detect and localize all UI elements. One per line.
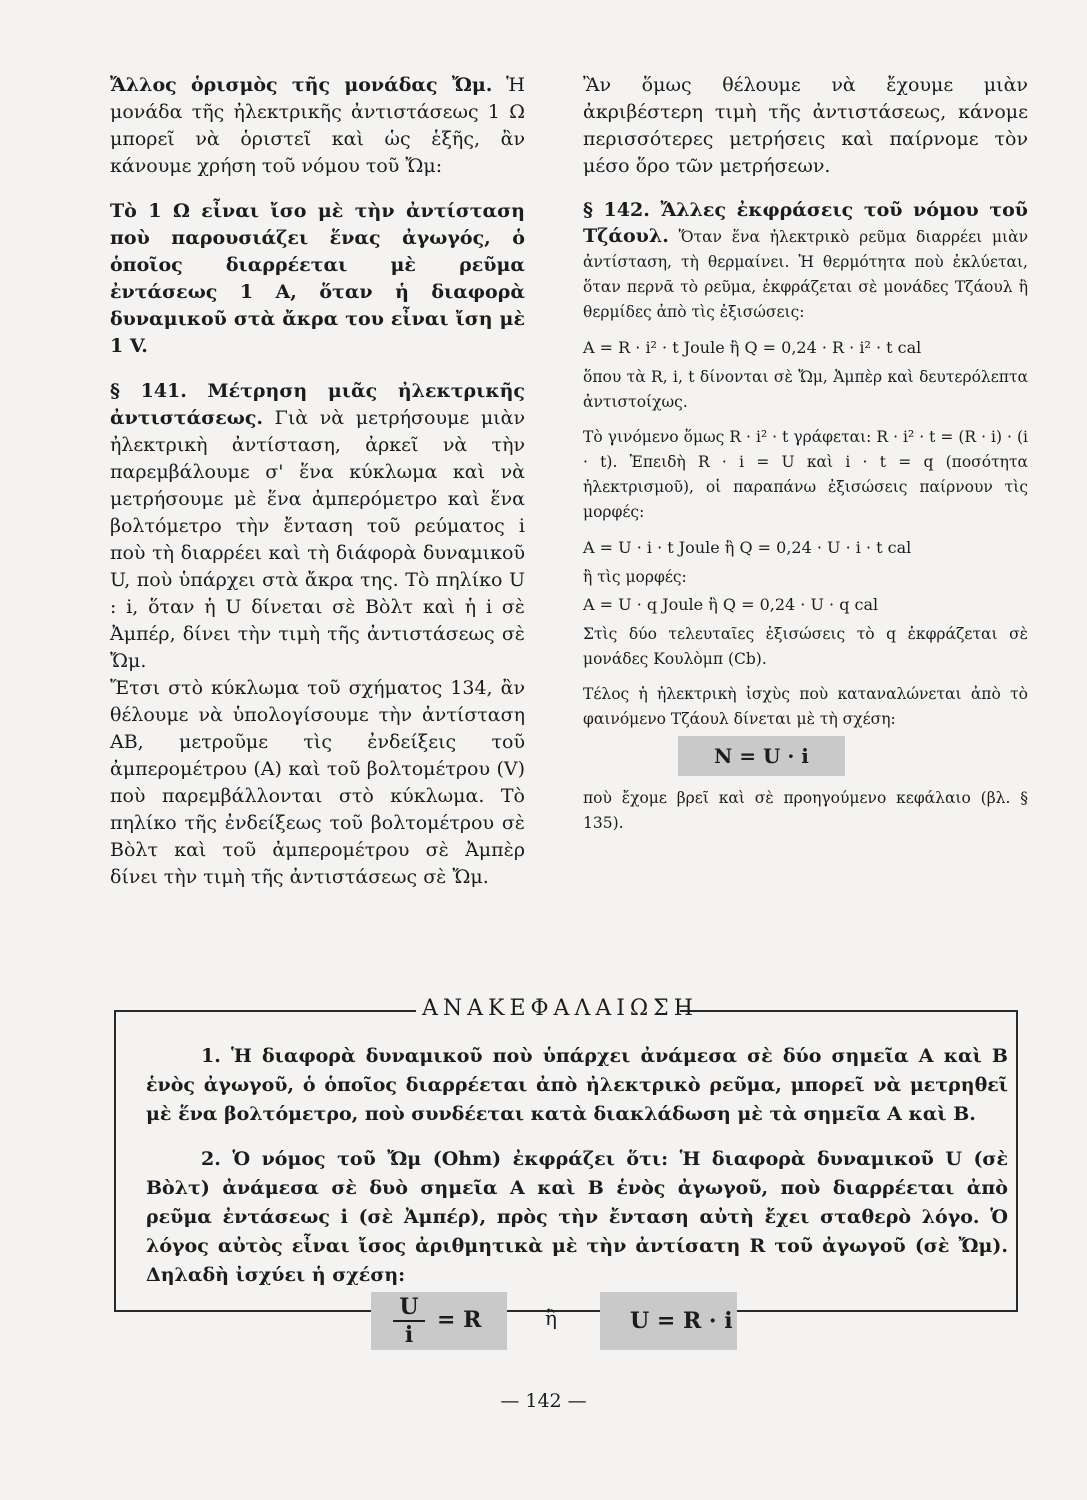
power-paragraph: Τέλος ἡ ἠλεκτρικὴ ἰσχὺς ποὺ καταναλώνεται ἀπὸ τὸ φαινόμενο Τζάουλ δίνεται μὲ τὴ σχέση:: [583, 685, 1028, 728]
power-formula: N = U · i: [678, 736, 845, 776]
reference-paragraph: ποὺ ἔχομε βρεῖ καὶ σὲ προηγούμενο κεφάλαιο (βλ. § 135).: [583, 789, 1028, 832]
ohm-product-text: U = R · i: [630, 1308, 733, 1334]
section-141-paragraph: [110, 378, 525, 675]
fraction-numerator: U: [393, 1294, 425, 1322]
units-paragraph: ὅπου τὰ R, i, t δίνονται σὲ Ὤμ, Ἀμπὲρ καὶ δευτερόλεπτα ἀντιστοίχως.: [583, 368, 1028, 411]
section-142-text: Ὅταν ἕνα ἠλεκτρικὸ ρεῦμα διαρρέει μιὰν ἀντίσταση, τὴ θερμαίνει. Ἡ θερμότητα ποὺ ἐκλύεται, ὅταν περνᾶ τὸ ρεῦμα, ἐκφράζεται σὲ μονάδες Τζάουλ ἢ θερμίδες ἀπὸ τὶς ἐξισώσεις:: [583, 228, 1028, 321]
joule-equation-1: Α = R · i² · t Joule ἢ Q = 0,24 · R · i² · t cal: [583, 338, 922, 357]
section-142-heading: § 142. Ἄλλες ἐκφράσεις τοῦ νόμου τοῦ Τζάουλ.: [583, 199, 1028, 247]
ohm-definition-heading: Ἄλλος ὁρισμὸς τῆς μονάδας Ὤμ.: [110, 74, 493, 96]
ohm-unit-definition: Τὸ 1 Ω εἶναι ἴσο μὲ τὴν ἀντίσταση ποὺ παρουσιάζει ἕνας ἀγωγός, ὁ ὁποῖος διαρρέεται μὲ ρεῦμα ἐντάσεως 1 Α, ὅταν ἡ διαφορὰ δυναμικοῦ στὰ ἄκρα του εἶναι ἴση μὲ 1 V.: [110, 200, 525, 357]
ohm-product-formula: [600, 1292, 737, 1350]
section-142-paragraph: [583, 198, 1028, 325]
fraction-denominator: i: [404, 1322, 414, 1348]
left-column: [110, 72, 525, 891]
summary-border-right: [680, 1010, 1018, 1012]
joule-equation-2: Α = U · i · t Joule ἢ Q = 0,24 · U · i · t cal: [583, 538, 912, 557]
fraction: [393, 1294, 425, 1348]
ohm-ratio-formula: [371, 1292, 507, 1350]
section-141-heading: § 141. Μέτρηση μιᾶς ἠλεκτρικῆς ἀντιστάσεως.: [110, 380, 525, 429]
right-column: [583, 72, 1028, 836]
summary-title: ΑΝΑΚΕΦΑΛΑΙΩΣΗ: [422, 996, 698, 1021]
page-number: — 142 —: [500, 1390, 587, 1412]
summary-border-left: [114, 1010, 416, 1012]
ohm-definition-text: Ἡ μονάδα τῆς ἠλεκτρικῆς ἀντιστάσεως 1 Ω μπορεῖ νὰ ὁριστεῖ καὶ ὡς ἑξῆς, ἂν κάνουμε χρήση τοῦ νόμου τοῦ Ὤμ:: [110, 74, 525, 177]
ohm-law-formulas: [0, 1288, 1087, 1358]
joule-equation-3: Α = U · q Joule ἢ Q = 0,24 · U · q cal: [583, 595, 879, 614]
or-word: ἢ: [545, 1306, 557, 1330]
section-141-text: Γιὰ νὰ μετρήσουμε μιὰν ἠλεκτρικὴ ἀντίσταση, ἀρκεῖ νὰ τὴν παρεμβάλουμε σ' ἕνα κύκλωμα καὶ νὰ μετρήσουμε μὲ ἕνα ἀμπερόμετρο καὶ ἕνα βολτόμετρο τὴν ἔνταση τοῦ ρεύματος i ποὺ τὴ διαρρέει καὶ τὴ διάφορὰ δυναμικοῦ U, ποὺ ὑπάρχει στὰ ἄκρα της. Τὸ πηλίκο U : i, ὅταν ἡ U δίνεται σὲ Βὸλτ καὶ ἡ i σὲ Ἀμπέρ, δίνει τὴν τιμὴ τῆς ἀντιστάσεως σὲ Ὤμ.: [110, 407, 525, 672]
coulomb-paragraph: Στὶς δύο τελευταῖες ἐξισώσεις τὸ q ἐκφράζεται σὲ μονάδες Κουλὸμπ (Cb).: [583, 625, 1028, 668]
summary-item-1: 1. Ἡ διαφορὰ δυναμικοῦ ποὺ ὑπάρχει ἀνάμεσα σὲ δύο σημεῖα Α καὶ Β ἑνὸς ἀγωγοῦ, ὁ ὁποῖος διαρρέεται ἀπὸ ἠλεκτρικὸ ρεῦμα, μπορεῖ νὰ μετρηθεῖ μὲ ἕνα βολτόμετρο, ποὺ συνδέεται κατὰ διακλάδωση μὲ τὰ σημεῖα Α καὶ Β.: [146, 1045, 1008, 1125]
forms-label: ἢ τὶς μορφές:: [583, 568, 687, 586]
average-measurement-paragraph: Ἂν ὅμως θέλουμε νὰ ἔχουμε μιὰν ἀκριβέστερη τιμὴ τῆς ἀντιστάσεως, κάνομε περισσότερες μετρήσεις καὶ παίρνομε τὸν μέσο ὅρο τῶν μετρήσεων.: [583, 74, 1028, 177]
summary-box: [114, 996, 1018, 1312]
ohm-definition-paragraph: [110, 72, 525, 180]
summary-body: [146, 1042, 1008, 1306]
product-paragraph: Τὸ γινόμενο ὅμως R · i² · t γράφεται: R · i² · t = (R · i) · (i · t). Ἐπειδὴ R · i = U καὶ i · t = q (ποσότητα ἠλεκτρισμοῦ), οἱ παραπάνω ἐξισώσεις παίρνουν τὶς μορφές:: [583, 428, 1028, 521]
summary-item-2: 2. Ὁ νόμος τοῦ Ὤμ (Ohm) ἐκφράζει ὅτι: Ἡ διαφορὰ δυναμικοῦ U (σὲ Βὸλτ) ἀνάμεσα σὲ δυὸ σημεῖα Α καὶ Β ἑνὸς ἀγωγοῦ, ποὺ διαρρέεται ἀπὸ ρεῦμα ἐντάσεως i (σὲ Ἀμπέρ), πρὸς τὴν ἔνταση αὐτὴ ἔχει σταθερὸ λόγο. Ὁ λόγος αὐτὸς εἶναι ἴσος ἀριθμητικὰ μὲ τὴν ἀντίσατη R τοῦ ἀγωγοῦ (σὲ Ὤμ). Δηλαδὴ ἰσχύει ἡ σχέση:: [146, 1148, 1008, 1286]
section-141-paragraph-2: Ἔτσι στὸ κύκλωμα τοῦ σχήματος 134, ἂν θέλουμε νὰ ὑπολογίσουμε τὴν ἀντίσταση ΑΒ, μετροῦμε τὶς ἐνδείξεις τοῦ ἀμπερομέτρου (Α) καὶ τοῦ βολτομέτρου (V) ποὺ παρεμβάλλονται στὸ κύκλωμα. Τὸ πηλίκο τῆς ἐνδείξεως τοῦ βολτομέτρου σὲ Βὸλτ καὶ τοῦ ἀμπερομέτρου σὲ Ἀμπὲρ δίνει τὴν τιμὴ τῆς ἀντιστάσεως σὲ Ὤμ.: [110, 677, 525, 888]
fraction-equals-r: = R: [437, 1307, 482, 1333]
